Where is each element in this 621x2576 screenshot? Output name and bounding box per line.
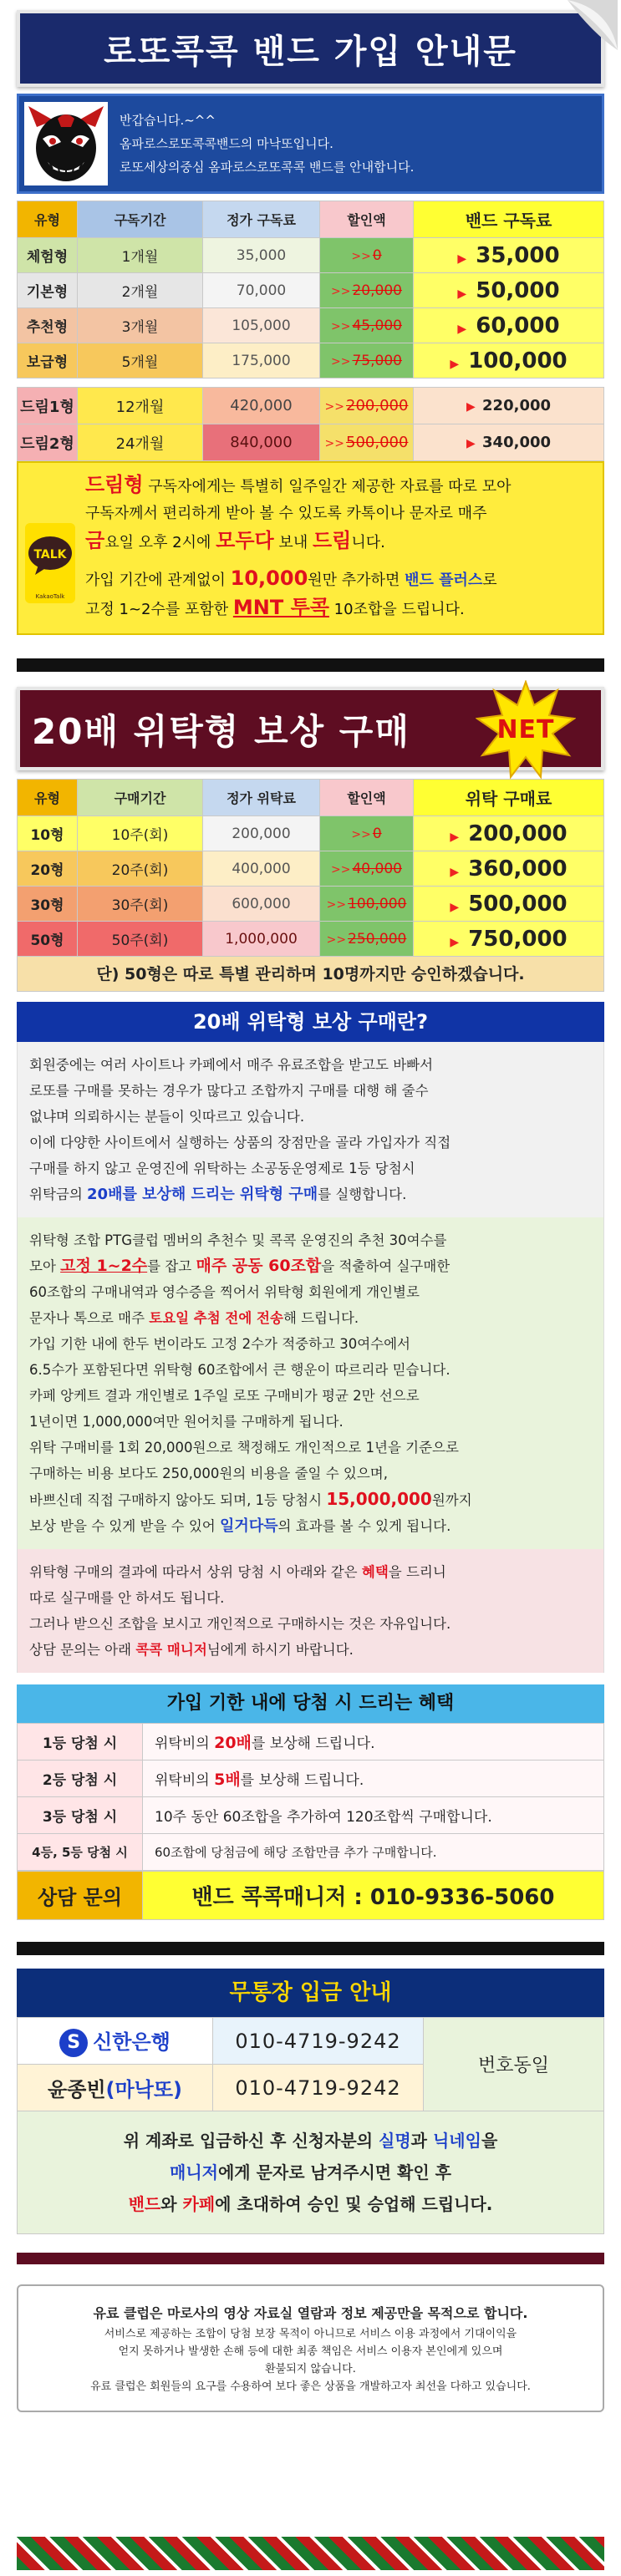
net-badge <box>476 680 576 780</box>
info-text-span: 위탁형 구매의 결과에 따라서 상위 당첨 시 아래와 같은 <box>29 1564 362 1580</box>
info-text-span: 을 드리니 <box>388 1564 446 1580</box>
info-line <box>29 1637 592 1663</box>
row-discount <box>320 308 414 343</box>
header-regular: 정가 위탁료 <box>203 780 320 816</box>
talk-line <box>85 527 512 556</box>
discount-value: 45,000 <box>352 317 402 334</box>
info-paragraph-3 <box>17 1549 604 1673</box>
info-line: 위탁 구매비를 1회 20,000원으로 책정해도 개인적으로 1년을 기준으로 <box>29 1440 459 1456</box>
arrow-icon: >> <box>331 319 351 333</box>
table-header-row <box>18 780 604 816</box>
row-type: 보급형 <box>18 343 78 379</box>
table-row <box>18 343 604 379</box>
table-row <box>18 887 604 922</box>
bank-title: 무통장 입금 안내 <box>17 1969 604 2017</box>
triangle-icon: ▶ <box>450 900 460 914</box>
info-line <box>29 1486 592 1513</box>
final-value: 500,000 <box>468 891 568 917</box>
row-period: 20주(회) <box>78 851 203 887</box>
divider <box>17 2253 604 2264</box>
info-paragraph-1 <box>17 1042 604 1217</box>
bank-note-highlight: 밴드 <box>128 2194 161 2214</box>
table-row <box>18 388 604 424</box>
row-discount <box>320 343 414 379</box>
info-line: 그러나 받으신 조합을 보시고 개인적으로 구매하시는 것은 자유입니다. <box>29 1616 451 1632</box>
info-text-span: 모아 <box>29 1258 61 1274</box>
consign-note: 단) 50형은 따로 특별 관리하며 10명까지만 승인하겠습니다. <box>17 957 604 992</box>
bank-note-highlight: 매니저 <box>170 2162 218 2182</box>
arrow-icon: >> <box>331 862 351 876</box>
info-text-span: 을 적출하여 실구매한 <box>321 1258 450 1274</box>
triangle-icon: ▶ <box>457 287 467 301</box>
info-line <box>29 1513 592 1539</box>
benefit-label: 3등 당첨 시 <box>18 1797 143 1834</box>
consult-table <box>17 1871 604 1920</box>
talk-highlight: 드림형 <box>85 473 144 496</box>
kakaotalk-logo <box>23 521 77 623</box>
bank-note <box>17 2111 604 2234</box>
row-regular: 840,000 <box>203 424 320 461</box>
discount-value: 250,000 <box>348 930 407 948</box>
row-regular: 200,000 <box>203 816 320 851</box>
final-value: 340,000 <box>482 434 552 451</box>
final-value: 60,000 <box>476 312 560 338</box>
table-row <box>18 424 604 461</box>
triangle-icon: ▶ <box>450 865 460 879</box>
page-curl-icon <box>568 0 618 50</box>
info-text-span: 보상 받을 수 있게 받을 수 있어 <box>29 1518 220 1534</box>
header-type: 유형 <box>18 780 78 816</box>
bank-note-span: 에 초대하여 승인 및 승업해 드립니다. <box>215 2194 493 2214</box>
christmas-border <box>17 2537 604 2570</box>
talk-highlight: 10,000 <box>230 567 308 590</box>
final-value: 100,000 <box>468 348 568 373</box>
discount-value: 40,000 <box>352 860 402 877</box>
benefit-value <box>143 1761 604 1797</box>
holder-tag: (마낙또) <box>105 2078 183 2101</box>
arrow-icon: >> <box>326 897 347 912</box>
greeting-line: 로또세상의중심 옴파로스로또콕콕 밴드를 안내합니다. <box>120 160 415 175</box>
row-final <box>414 851 604 887</box>
row-type: 기본형 <box>18 273 78 308</box>
bank-name <box>18 2018 213 2065</box>
header-discount: 할인액 <box>320 780 414 816</box>
talk-text-span: 구독자에게는 특별히 일주일간 제공한 자료를 따로 모아 <box>143 478 512 495</box>
row-final <box>414 887 604 922</box>
table-header-row <box>18 201 604 238</box>
table-row <box>18 273 604 308</box>
info-highlight: 매주 공동 60조합 <box>196 1257 322 1275</box>
row-type: 드림2형 <box>18 424 78 461</box>
row-period: 3개월 <box>78 308 203 343</box>
triangle-icon: ▶ <box>450 935 460 949</box>
benefits-title: 가입 기한 내에 당첨 시 드리는 혜택 <box>17 1684 604 1723</box>
net-badge-text: NET <box>496 715 555 744</box>
header-final: 밴드 구독료 <box>414 201 604 238</box>
row-final <box>414 922 604 957</box>
benefit-value <box>143 1724 604 1761</box>
bank-note-span: 에게 문자로 남겨주시면 확인 후 <box>217 2162 451 2182</box>
discount-value: 100,000 <box>348 895 407 912</box>
talk-highlight-blue: 밴드 플러스 <box>405 572 483 589</box>
info-text-span: 위탁금의 <box>29 1186 88 1202</box>
talk-text-span: 로 <box>482 572 497 589</box>
info-line: 가입 기한 내에 한두 번이라도 고정 2수가 적중하고 30여수에서 <box>29 1336 410 1352</box>
bank-note-highlight: 카페 <box>182 2194 216 2214</box>
table-row <box>18 238 604 273</box>
table-row <box>18 1761 604 1797</box>
final-value: 35,000 <box>476 242 560 268</box>
account-number[interactable]: 010-4719-9242 <box>213 2018 424 2065</box>
row-discount <box>320 238 414 273</box>
info-highlight: 고정 1~2수 <box>60 1257 148 1275</box>
footer-line: 유료 클럽은 회원들의 요구를 수용하여 보다 좋은 상품을 개발하고자 최선을 다하고 있습니다. <box>90 2380 531 2393</box>
talk-highlight: 금 <box>85 529 105 552</box>
footer-line: 얻지 못하거나 발생한 손해 등에 대한 최종 책임은 서비스 이용자 본인에게 있으며 <box>118 2345 503 2358</box>
page-title: 로또콕콕 밴드 가입 안내문 <box>17 10 604 87</box>
talk-icon-label: TALK <box>33 548 67 561</box>
arrow-icon: >> <box>324 437 345 450</box>
table-row <box>18 922 604 957</box>
info-text-span: 를 실행합니다. <box>318 1186 407 1202</box>
talk-text-span: 보내 <box>273 534 313 551</box>
talk-line <box>85 594 512 623</box>
benefit-text-span: 를 보상해 드립니다. <box>251 1735 375 1752</box>
discount-value: 0 <box>372 246 382 264</box>
benefits-table <box>17 1723 604 1871</box>
talk-text <box>85 471 512 623</box>
header-type: 유형 <box>18 201 78 238</box>
subscription-table <box>17 201 604 379</box>
bank-note-span: 을 <box>481 2131 498 2151</box>
info-line: 이에 다양한 사이트에서 실행하는 상품의 장점만을 골라 가입자가 직접 <box>29 1135 451 1151</box>
consult-label: 상담 문의 <box>18 1872 143 1920</box>
info-title: 20배 위탁형 보상 구매란? <box>17 1002 604 1042</box>
bank-note-highlight: 실명 <box>379 2131 411 2151</box>
drim-table <box>17 387 604 461</box>
header-regular: 정가 구독료 <box>203 201 320 238</box>
bank-note-line <box>26 2125 595 2157</box>
row-discount <box>320 424 414 461</box>
table-row <box>18 308 604 343</box>
info-highlight: 일거다득 <box>219 1517 278 1535</box>
info-highlight: 토요일 추첨 전에 전송 <box>149 1310 283 1326</box>
row-regular: 420,000 <box>203 388 320 424</box>
footer-line: 서비스로 제공하는 조합이 당첨 보장 목적이 아니므로 서비스 이용 과정에서 기대이익을 <box>104 2328 517 2340</box>
row-type: 30형 <box>18 887 78 922</box>
discount-value: 500,000 <box>346 434 409 451</box>
kakaotalk-brand: KakaoTalk <box>35 593 65 600</box>
discount-value: 200,000 <box>346 397 409 414</box>
info-highlight: 콕콕 매니저 <box>135 1642 207 1658</box>
row-final <box>414 343 604 379</box>
row-final <box>414 388 604 424</box>
bank-note-highlight: 닉네임 <box>432 2131 481 2151</box>
shinhan-logo-icon: S <box>59 2029 88 2057</box>
talk-line: 구독자께서 편리하게 받아 볼 수 있도록 카톡이나 문자로 매주 <box>85 505 487 522</box>
benefit-label: 2등 당첨 시 <box>18 1761 143 1797</box>
row-regular: 35,000 <box>203 238 320 273</box>
consign-title <box>17 687 604 770</box>
discount-value: 75,000 <box>352 352 402 369</box>
talk-text-span: 요일 오후 2시에 <box>104 534 216 551</box>
bank-note-line <box>26 2157 595 2188</box>
row-regular: 400,000 <box>203 851 320 887</box>
info-line <box>29 1305 592 1331</box>
info-highlight: 15,000,000 <box>326 1489 432 1509</box>
row-regular: 175,000 <box>203 343 320 379</box>
arrow-icon: >> <box>324 400 345 414</box>
row-discount <box>320 887 414 922</box>
benefit-value: 10주 동안 60조합을 추가하여 120조합씩 구매합니다. <box>143 1797 604 1834</box>
page <box>17 10 604 2412</box>
talk-text-span: 니다. <box>351 534 385 551</box>
triangle-icon: ▶ <box>450 357 460 371</box>
talk-line <box>85 471 512 500</box>
footer-disclaimer <box>17 2284 604 2412</box>
row-regular: 105,000 <box>203 308 320 343</box>
row-type: 20형 <box>18 851 78 887</box>
info-text-span: 를 잡고 <box>147 1258 196 1274</box>
row-final <box>414 816 604 851</box>
row-type: 드림1형 <box>18 388 78 424</box>
bank-name-text: 신한은행 <box>93 2030 171 2054</box>
row-period: 5개월 <box>78 343 203 379</box>
table-row <box>18 2018 604 2065</box>
consult-phone[interactable]: 밴드 콕콕매니저 : 010-9336-5060 <box>143 1872 604 1920</box>
final-value: 200,000 <box>468 821 568 846</box>
info-line <box>29 1559 592 1585</box>
info-line: 따로 실구매를 안 하셔도 됩니다. <box>29 1590 225 1606</box>
info-highlight: 20배를 보상해 드리는 위탁형 구매 <box>87 1186 318 1203</box>
row-regular: 1,000,000 <box>203 922 320 957</box>
benefit-highlight: 5배 <box>214 1771 241 1789</box>
talk-box <box>17 461 604 635</box>
header-final: 위탁 구매료 <box>414 780 604 816</box>
benefit-text-span: 위탁비의 <box>155 1735 215 1752</box>
row-type: 10형 <box>18 816 78 851</box>
row-discount <box>320 922 414 957</box>
info-line: 카페 앙케트 결과 개인별로 1주일 로또 구매비가 평균 2만 선으로 <box>29 1388 420 1404</box>
benefit-highlight: 20배 <box>214 1734 252 1752</box>
discount-value: 0 <box>372 825 382 842</box>
final-value: 220,000 <box>482 397 552 414</box>
info-line <box>29 1181 592 1207</box>
info-line: 구매하는 비용 보다도 250,000원의 비용을 줄일 수 있으며, <box>29 1466 388 1481</box>
row-discount <box>320 273 414 308</box>
final-value: 750,000 <box>468 926 568 952</box>
consign-table <box>17 779 604 957</box>
row-period: 50주(회) <box>78 922 203 957</box>
benefit-text-span: 를 보상해 드립니다. <box>240 1772 364 1789</box>
talk-highlight: MNT 투콕 <box>232 596 329 619</box>
table-row <box>18 816 604 851</box>
triangle-icon: ▶ <box>457 322 467 336</box>
row-final <box>414 424 604 461</box>
info-text-span: 원까지 <box>431 1492 472 1508</box>
kakaotalk-icon <box>23 521 77 605</box>
talk-text-span: 원만 추가하면 <box>308 572 405 589</box>
info-line: 위탁형 조합 PTG클럽 멤버의 추천수 및 콕콕 운영진의 추천 30여수를 <box>29 1232 447 1248</box>
holder-name: 윤종빈 <box>47 2078 106 2101</box>
bank-note-span: 과 <box>410 2131 433 2151</box>
triangle-icon: ▶ <box>457 252 467 266</box>
mask-icon <box>24 102 108 185</box>
discount-value: 20,000 <box>352 282 402 299</box>
info-text-span: 문자나 톡으로 매주 <box>29 1310 150 1326</box>
row-period: 12개월 <box>78 388 203 424</box>
divider <box>17 658 604 672</box>
greeting-box <box>17 94 604 194</box>
talk-text-span: 10조합을 드립니다. <box>328 601 465 618</box>
row-discount <box>320 388 414 424</box>
table-row <box>18 1834 604 1871</box>
info-text-span: 님에게 하시기 바랍니다. <box>206 1642 354 1658</box>
header-period: 구매기간 <box>78 780 203 816</box>
arrow-icon: >> <box>331 284 351 298</box>
talk-text-span: 가입 기간에 관계없이 <box>85 572 231 589</box>
same-number-note: 번호동일 <box>424 2018 604 2111</box>
row-discount <box>320 816 414 851</box>
info-line: 6.5수가 포함된다면 위탁형 60조합에서 큰 행운이 따르리라 믿습니다. <box>29 1362 450 1378</box>
consign-title-text: 20배 위탁형 보상 구매 <box>32 711 410 752</box>
greeting-line: 반갑습니다.~^^ <box>120 113 216 128</box>
final-value: 360,000 <box>468 856 568 882</box>
info-line: 회원중에는 여러 사이트나 카페에서 매주 유료조합을 받고도 바빠서 <box>29 1057 434 1073</box>
row-regular: 600,000 <box>203 887 320 922</box>
row-period: 10주(회) <box>78 816 203 851</box>
row-final <box>414 308 604 343</box>
benefit-label: 1등 당첨 시 <box>18 1724 143 1761</box>
arrow-icon: >> <box>326 932 347 947</box>
greeting-lines <box>120 109 414 179</box>
row-type: 체험형 <box>18 238 78 273</box>
footer-line: 유료 클럽은 마로사의 영상 자료실 열람과 정보 제공만을 목적으로 합니다. <box>93 2305 528 2321</box>
bank-table <box>17 2017 604 2111</box>
benefit-text-span: 위탁비의 <box>155 1772 215 1789</box>
arrow-icon: >> <box>351 827 371 841</box>
info-line: 구매를 하지 않고 운영진에 위탁하는 소공동운영제로 1등 당첨시 <box>29 1161 415 1176</box>
table-row <box>18 1797 604 1834</box>
info-line: 로또를 구매를 못하는 경우가 많다고 조합까지 구매를 대행 해 줄수 <box>29 1083 429 1099</box>
table-row <box>18 851 604 887</box>
final-value: 50,000 <box>476 277 560 303</box>
account-holder <box>18 2065 213 2111</box>
triangle-icon: ▶ <box>466 437 476 450</box>
row-period: 24개월 <box>78 424 203 461</box>
benefit-label: 4등, 5등 당첨 시 <box>18 1834 143 1871</box>
bank-note-span: 위 계좌로 입금하신 후 신청자분의 <box>123 2131 379 2151</box>
row-final <box>414 273 604 308</box>
info-line <box>29 1253 592 1279</box>
table-row <box>18 1724 604 1761</box>
row-period: 30주(회) <box>78 887 203 922</box>
info-line: 60조합의 구매내역과 영수증을 찍어서 위탁형 회원에게 개인별로 <box>29 1284 420 1300</box>
header-discount: 할인액 <box>320 201 414 238</box>
info-text-span: 바쁘신데 직접 구매하지 않아도 되며, 1등 당첨시 <box>29 1492 327 1508</box>
info-highlight: 혜택 <box>361 1564 389 1580</box>
info-line: 1년이면 1,000,000여만 원어치를 구매하게 됩니다. <box>29 1414 344 1430</box>
info-line: 없냐며 의뢰하시는 분들이 잇따르고 있습니다. <box>29 1109 305 1125</box>
talk-highlight: 모두다 <box>216 529 274 552</box>
info-text-span: 의 효과를 볼 수 있게 됩니다. <box>277 1518 451 1534</box>
info-paragraph-2 <box>17 1217 604 1549</box>
row-type: 50형 <box>18 922 78 957</box>
phone-number[interactable]: 010-4719-9242 <box>213 2065 424 2111</box>
bank-note-line <box>26 2188 595 2220</box>
row-regular: 70,000 <box>203 273 320 308</box>
row-period: 2개월 <box>78 273 203 308</box>
arrow-icon: >> <box>331 354 351 368</box>
benefit-value: 60조합에 당첨금에 해당 조합만큼 추가 구매합니다. <box>143 1834 604 1871</box>
row-type: 추천형 <box>18 308 78 343</box>
triangle-icon: ▶ <box>450 830 460 844</box>
row-period: 1개월 <box>78 238 203 273</box>
table-row <box>18 1872 604 1920</box>
talk-highlight: 드림 <box>312 529 352 552</box>
talk-text-span: 고정 1~2수를 포함한 <box>85 601 233 618</box>
row-discount <box>320 851 414 887</box>
talk-line <box>85 565 512 594</box>
footer-line: 환불되지 않습니다. <box>265 2363 356 2375</box>
arrow-icon: >> <box>351 249 371 263</box>
info-text-span: 상담 문의는 아래 <box>29 1642 136 1658</box>
bank-note-span: 와 <box>160 2194 183 2214</box>
greeting-line: 옴파로스로또콕콕밴드의 마낙또입니다. <box>120 136 333 151</box>
info-text-span: 해 드립니다. <box>283 1310 359 1326</box>
header-period: 구독기간 <box>78 201 203 238</box>
divider <box>17 1942 604 1955</box>
triangle-icon: ▶ <box>466 400 476 414</box>
row-final <box>414 238 604 273</box>
